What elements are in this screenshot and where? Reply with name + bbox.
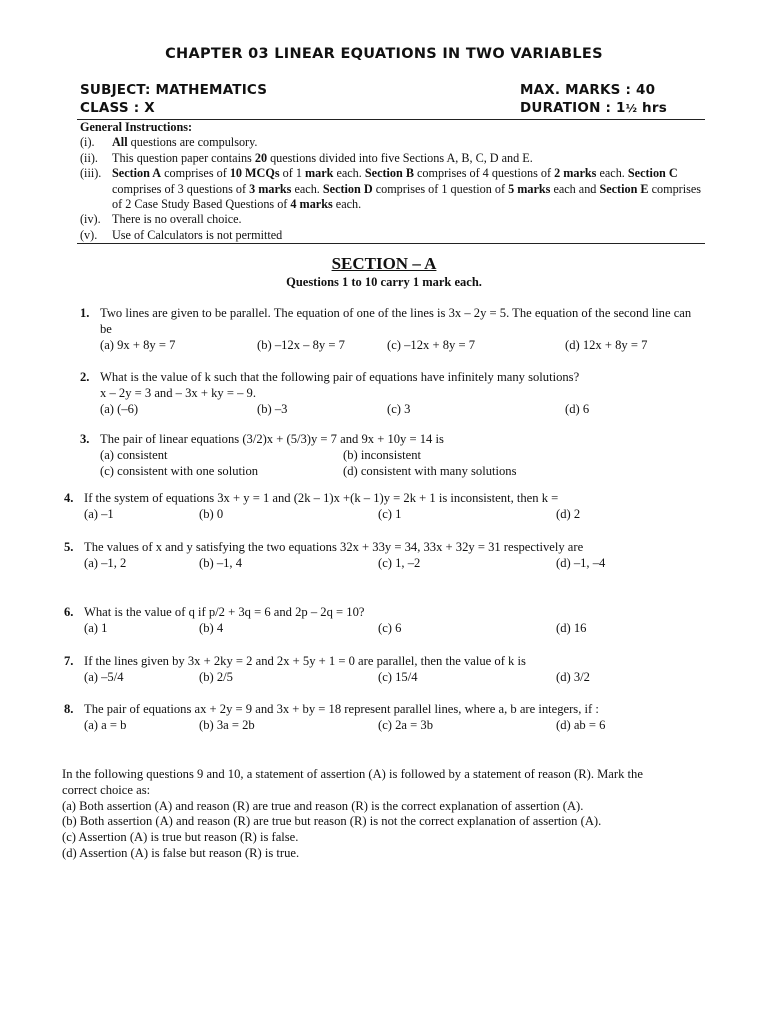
- instruction-item: [80, 151, 710, 166]
- option-a: (a) –1: [84, 507, 114, 521]
- instruction-run: each.: [332, 197, 362, 212]
- instruction-number: (iii).: [80, 166, 102, 181]
- options-row: [84, 717, 689, 733]
- instruction-text: [112, 212, 710, 227]
- instruction-text: [112, 166, 710, 212]
- page-title: CHAPTER 03 LINEAR EQUATIONS IN TWO VARIABLES: [165, 46, 603, 62]
- question-3: [80, 431, 705, 479]
- option-a: (a) –1, 2: [84, 556, 127, 570]
- instructions-divider: [77, 243, 705, 244]
- instruction-item: [80, 135, 710, 150]
- instruction-emphasis: Section D: [322, 181, 373, 196]
- instruction-run: each.: [333, 166, 365, 181]
- instruction-run: each and: [550, 181, 600, 196]
- options-row: [100, 401, 705, 417]
- assertion-choice-d: (d) Assertion (A) is false but reason (R) is true.: [62, 845, 300, 860]
- max-marks-label: MAX. MARKS : 40: [520, 82, 656, 98]
- option-b: (b) 4: [199, 621, 224, 635]
- options-row-1: [100, 447, 705, 463]
- options-row: [84, 669, 689, 685]
- instruction-run: Use of Calculators is not permitted: [112, 227, 283, 242]
- question-7: [64, 653, 689, 685]
- option-a: (a) 1: [84, 621, 108, 635]
- question-text-line2: x – 2y = 3 and – 3x + ky = – 9.: [100, 386, 256, 400]
- instruction-number: (iv).: [80, 212, 101, 227]
- question-number: 7.: [64, 654, 74, 668]
- question-number: 8.: [64, 702, 74, 716]
- option-c: (c) 15/4: [378, 670, 418, 684]
- question-text: The pair of equations ax + 2y = 9 and 3x + by = 18 represent parallel lines, where a, b are integers, if :: [84, 702, 599, 716]
- option-a: (a) –5/4: [84, 670, 124, 684]
- option-d: (d) 3/2: [556, 670, 590, 684]
- assertion-choice-b: (b) Both assertion (A) and reason (R) are true but reason (R) is not the correct explanation of assertion (A).: [62, 814, 602, 829]
- instruction-number: (i).: [80, 135, 95, 150]
- instruction-run: comprises of 3 questions of: [112, 181, 250, 196]
- question-5: [64, 539, 689, 571]
- assertion-reason-instructions: [62, 767, 722, 862]
- assertion-intro: In the following questions 9 and 10, a statement of assertion (A) is followed by a statement of reason (R). Mark the correct choice as:: [62, 767, 643, 797]
- instruction-run: comprises of 1 question of: [372, 181, 509, 196]
- instruction-run: questions divided into five Sections A, B, C, D and E.: [267, 150, 533, 165]
- question-4: [64, 490, 689, 522]
- option-a: (a) 9x + 8y = 7: [100, 338, 176, 352]
- subject-label: SUBJECT: MATHEMATICS: [80, 82, 268, 98]
- instruction-emphasis: All: [112, 135, 128, 150]
- option-c: (c) –12x + 8y = 7: [387, 338, 476, 352]
- instruction-number: (ii).: [80, 150, 98, 165]
- instruction-text: [112, 151, 710, 166]
- question-1: [80, 305, 705, 353]
- duration-prefix: DURATION : 1: [520, 100, 626, 116]
- option-b: (b) –3: [257, 402, 288, 416]
- option-b: (b) inconsistent: [343, 448, 421, 462]
- class-label: CLASS : X: [80, 100, 155, 116]
- instruction-text: [112, 228, 710, 243]
- instruction-item: [80, 228, 710, 243]
- option-d: (d) –1, –4: [556, 556, 606, 570]
- question-text: What is the value of k such that the following pair of equations have infinitely many solutions?: [100, 370, 580, 384]
- instruction-emphasis: 4 marks: [290, 197, 333, 212]
- option-c: (c) 1: [378, 507, 402, 521]
- question-number: 5.: [64, 540, 74, 554]
- instruction-run: There is no overall choice.: [112, 212, 242, 227]
- assertion-choice-a: (a) Both assertion (A) and reason (R) are true and reason (R) is the correct explanation of assertion (A).: [62, 798, 584, 813]
- instruction-emphasis: 5 marks: [508, 181, 551, 196]
- options-row-2: [100, 463, 705, 479]
- options-row: [84, 506, 689, 522]
- option-c: (c) 6: [378, 621, 402, 635]
- question-2: [80, 369, 705, 417]
- option-d: (d) 6: [565, 402, 590, 416]
- instruction-emphasis: 10 MCQs: [229, 166, 280, 181]
- instruction-item: [80, 166, 710, 212]
- instruction-emphasis: 2 marks: [554, 166, 597, 181]
- question-text: What is the value of q if p/2 + 3q = 6 and 2p – 2q = 10?: [84, 605, 365, 619]
- question-text: The values of x and y satisfying the two equations 32x + 33y = 34, 33x + 32y = 31 respectively are: [84, 540, 584, 554]
- section-title: SECTION – A: [331, 254, 437, 273]
- options-row: [84, 555, 689, 571]
- instructions-heading: General Instructions:: [80, 120, 193, 134]
- instruction-emphasis: 20: [254, 150, 268, 165]
- question-text: If the system of equations 3x + y = 1 and (2k – 1)x +(k – 1)y = 2k + 1 is inconsistent, then k =: [84, 491, 559, 505]
- duration-fraction: ½: [625, 102, 638, 115]
- option-b: (b) 0: [199, 507, 224, 521]
- section-subtitle: Questions 1 to 10 carry 1 mark each.: [286, 275, 482, 289]
- question-text: If the lines given by 3x + 2ky = 2 and 2x + 5y + 1 = 0 are parallel, then the value of k is: [84, 654, 526, 668]
- option-c: (c) 3: [387, 402, 411, 416]
- option-c: (c) consistent with one solution: [100, 464, 259, 478]
- question-number: 2.: [80, 370, 90, 384]
- option-d: (d) ab = 6: [556, 718, 606, 732]
- instruction-emphasis: mark: [304, 166, 334, 181]
- instruction-run: This question paper contains: [112, 150, 255, 165]
- instruction-run: each.: [291, 181, 323, 196]
- general-instructions: [80, 120, 710, 243]
- duration-label: [520, 100, 667, 116]
- option-a: (a) (–6): [100, 402, 139, 416]
- instruction-emphasis: Section C: [627, 166, 678, 181]
- instruction-run: of 1: [279, 166, 305, 181]
- instructions-list: [80, 135, 710, 243]
- question-8: [64, 701, 689, 733]
- instruction-run: comprises of: [161, 166, 230, 181]
- question-number: 1.: [80, 306, 90, 320]
- option-c: (c) 1, –2: [378, 556, 421, 570]
- question-6: [64, 604, 689, 636]
- options-row: [100, 337, 705, 353]
- question-number: 3.: [80, 432, 90, 446]
- option-d: (d) 12x + 8y = 7: [565, 338, 648, 352]
- instruction-number: (v).: [80, 227, 98, 242]
- option-b: (b) –1, 4: [199, 556, 243, 570]
- instruction-emphasis: Section A: [112, 166, 162, 181]
- question-text: The pair of linear equations (3/2)x + (5/3)y = 7 and 9x + 10y = 14 is: [100, 432, 444, 446]
- option-d: (d) 16: [556, 621, 587, 635]
- option-b: (b) 2/5: [199, 670, 233, 684]
- option-c: (c) 2a = 3b: [378, 718, 434, 732]
- option-a: (a) consistent: [100, 448, 168, 462]
- instruction-emphasis: Section E: [599, 181, 649, 196]
- options-row: [84, 620, 689, 636]
- option-d: (d) 2: [556, 507, 581, 521]
- instruction-run: each.: [596, 166, 628, 181]
- instruction-emphasis: Section B: [364, 166, 414, 181]
- duration-suffix: hrs: [637, 100, 667, 116]
- option-b: (b) –12x – 8y = 7: [257, 338, 345, 352]
- option-d: (d) consistent with many solutions: [343, 464, 517, 478]
- instruction-item: [80, 212, 710, 227]
- question-number: 4.: [64, 491, 74, 505]
- question-text: Two lines are given to be parallel. The equation of one of the lines is 3x – 2y = 5. The equation of the second line can be: [100, 306, 692, 336]
- question-number: 6.: [64, 605, 74, 619]
- option-b: (b) 3a = 2b: [199, 718, 255, 732]
- instruction-run: comprises of 2 Case Study Based Questions of: [112, 181, 702, 212]
- instruction-emphasis: 3 marks: [249, 181, 292, 196]
- option-a: (a) a = b: [84, 718, 127, 732]
- instruction-run: comprises of 4 questions of: [413, 166, 555, 181]
- assertion-choice-c: (c) Assertion (A) is true but reason (R) is false.: [62, 830, 299, 845]
- instruction-text: [112, 135, 710, 150]
- instruction-run: questions are compulsory.: [127, 135, 258, 150]
